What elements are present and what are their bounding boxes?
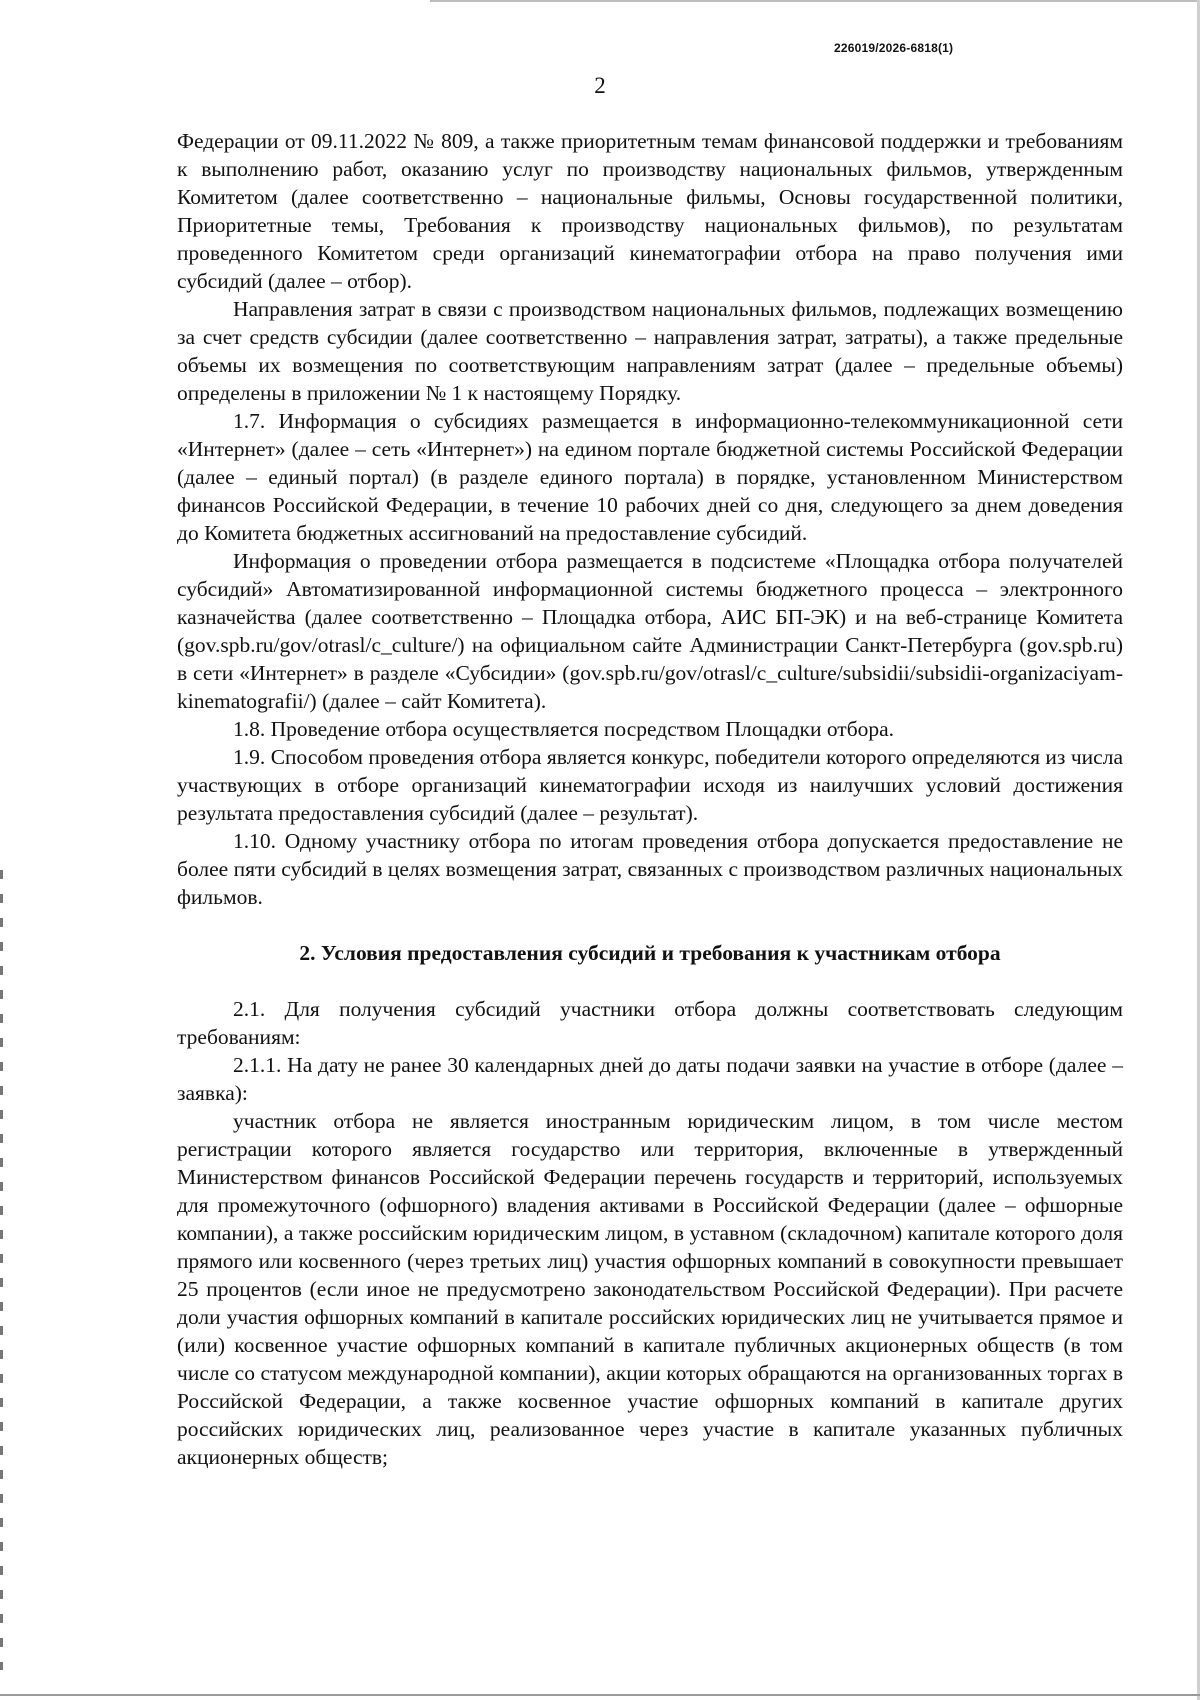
paragraph-1-10: 1.10. Одному участнику отбора по итогам проведения отбора допускается предоставление не более пяти субсидий в целях возмещения затрат, связанных с производством различных национальных фильмов.: [177, 829, 1123, 909]
paragraph-offshore-requirement: участник отбора не является иностранным юридическим лицом, в том числе местом регистрации которого является государство или территория, включенные в утвержденный Министерством финансов Российской Федерации перечень государств и территорий, используемых для промежуточного (офшорного) владения активами в Российской Федерации (далее – офшорные компании), а также российским юридическим лицом, в уставном (складочном) капитале которого доля прямого или косвенного (через третьих лиц) участия офшорных компаний в совокупности превышает 25 процентов (если иное не предусмотрено законодательством Российской Федерации). При расчете доли участия офшорных компаний в капитале российских юридических лиц не учитывается прямое и (или) косвенное участие офшорных компаний в капитале публичных акционерных обществ (в том числе со статусом международной компании), акции которых обращаются на организованных торгах в Российской Федерации, а также косвенное участие офшорных компаний в капитале других российских юридических лиц, реализованное через участие в капитале указанных публичных акционерных обществ;: [177, 1109, 1123, 1469]
page-number: 2: [594, 73, 606, 98]
paragraph-cost-directions: Направления затрат в связи с производством национальных фильмов, подлежащих возмещению за счет средств субсидии (далее соответственно – направления затрат, затраты), а также предельные объемы их возмещения по соответствующим направлениям затрат (далее – предельные объемы) определены в приложении № 1 к настоящему Порядку.: [177, 297, 1123, 405]
section-2-heading: 2. Условия предоставления субсидий и требования к участникам отбора: [299, 941, 1001, 965]
paragraph-2-1: 2.1. Для получения субсидий участники отбора должны соответствовать следующим требованиям:: [177, 997, 1123, 1049]
scan-bottom-edge: [0, 1694, 1200, 1696]
scan-left-margin-marks: [0, 870, 3, 1670]
paragraph-2-1-1: 2.1.1. На дату не ранее 30 календарных дней до даты подачи заявки на участие в отборе (далее – заявка):: [177, 1053, 1123, 1105]
document-registration-number: 226019/2026-6818(1): [834, 41, 954, 55]
paragraph-selection-info: Информация о проведении отбора размещается в подсистеме «Площадка отбора получателей субсидий» Автоматизированной информационной системы бюджетного процесса – электронного казначейства (далее соответственно – Площадка отбора, АИС БП-ЭК) и на веб-странице Комитета (gov.spb.ru/gov/otrasl/c_culture/) на официальном сайте Администрации Санкт-Петербурга (gov.spb.ru) в сети «Интернет» в разделе «Субсидии» (gov.spb.ru/gov/otrasl/c_culture/subsidii/subsidii-organizaciyam-kinematografii/) (далее – сайт Комитета).: [177, 549, 1123, 713]
paragraph-1-7: 1.7. Информация о субсидиях размещается в информационно-телекоммуникационной сети «Интернет» (далее – сеть «Интернет») на едином портале бюджетной системы Российской Федерации (далее – единый портал) (в разделе единого портала) в порядке, установленном Министерством финансов Российской Федерации, в течение 10 рабочих дней со дня, следующего за днем доведения до Комитета бюджетных ассигнований на предоставление субсидий.: [177, 409, 1123, 545]
paragraph-continuation: Федерации от 09.11.2022 № 809, а также приоритетным темам финансовой поддержки и требованиям к выполнению работ, оказанию услуг по производству национальных фильмов, утвержденным Комитетом (далее соответственно – национальные фильмы, Основы государственной политики, Приоритетные темы, Требования к производству национальных фильмов), по результатам проведенного Комитетом среди организаций кинематографии отбора на право получения ими субсидий (далее – отбор).: [177, 129, 1123, 293]
paragraph-1-8: 1.8. Проведение отбора осуществляется посредством Площадки отбора.: [233, 717, 895, 741]
document-body: [177, 127, 1123, 1471]
scan-top-edge: [430, 0, 1200, 2]
paragraph-1-9: 1.9. Способом проведения отбора является конкурс, победители которого определяются из числа участвующих в отборе организаций кинематографии исходя из наилучших условий достижения результата предоставления субсидий (далее – результат).: [177, 745, 1123, 825]
